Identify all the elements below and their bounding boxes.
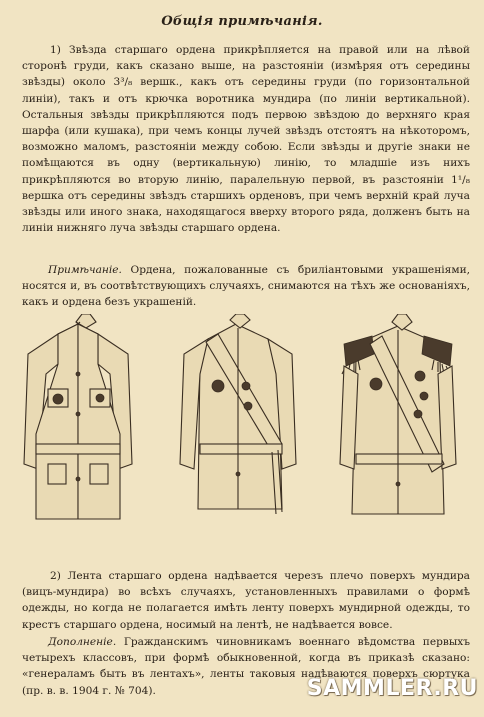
watermark-logo: SAMMLER.RU xyxy=(306,676,478,701)
note-text: Ордена, пожалованные съ бриліантовыми украшеніями, носятся и, въ соотвѣтствующихъ случаяхъ, снимаются на тѣхъ же основаніяхъ, какъ и ордена безъ украшеній. xyxy=(22,264,470,309)
uniform-tunic-figure-icon xyxy=(24,314,132,519)
page-heading: Общія примѣчанія. xyxy=(161,14,323,29)
note-label: Примѣчаніе. xyxy=(48,264,122,276)
uniform-epaulette-figure-icon xyxy=(340,314,456,514)
paragraph-note xyxy=(22,262,470,311)
paragraph-star-placement: 1) Звѣзда старшаго ордена прикрѣпляется на правой или на лѣвой сторонѣ груди, какъ сказано выше, на разстояніи (измѣряя отъ середины звѣзды) около 3³/₈ вершк., какъ отъ середины груди (по горизонтальной линіи), такъ и отъ крючка воротника мундира (по линіи вертикальной). Остальныя звѣзды прикрѣпляются подъ первою звѣздою до верхняго края шарфа (или кушака), при чемъ концы лучей звѣздъ отстоятъ на нѣкоторомъ, возможно маломъ, разстояніи между собою. Если звѣзды и другіе знаки не помѣщаются въ одну (вертикальную) линію, то младшіе изъ нихъ прикрѣпляются во вторую линію, паралельную первой, въ разстояніи 1¹/₈ вершка отъ середины звѣздъ старшихъ орденовъ, при чемъ верхній край луча звѣзды или иного знака, находящагося вверху второго ряда, долженъ быть на линіи нижняго луча звѣзды старшаго ордена. xyxy=(22,44,470,235)
paragraph-ribbon: 2) Лента старшаго ордена надѣвается черезъ плечо поверхъ мундира (вицъ-мундира) во всѣхъ случаяхъ, установленныхъ правилами о формѣ одежды, но когда не полагается имѣть ленту поверхъ мундирной одежды, то крестъ старшаго ордена, носимый на лентѣ, не надѣвается вовсе. xyxy=(22,570,470,631)
uniform-sash-figure-icon xyxy=(180,314,296,514)
supplement-label: Дополненіе. xyxy=(48,636,117,648)
supplement-text: Гражданскимъ чиновникамъ военнаго вѣдомства первыхъ четырехъ классовъ, при формѣ обыкновенной, когда въ приказѣ сказано: «генераламъ быть въ лентахъ», ленты таковыя надѣваются поверхъ сюртука (пр. в. в. 1904 г. № 704). xyxy=(22,636,470,697)
uniform-illustrations xyxy=(18,314,474,544)
